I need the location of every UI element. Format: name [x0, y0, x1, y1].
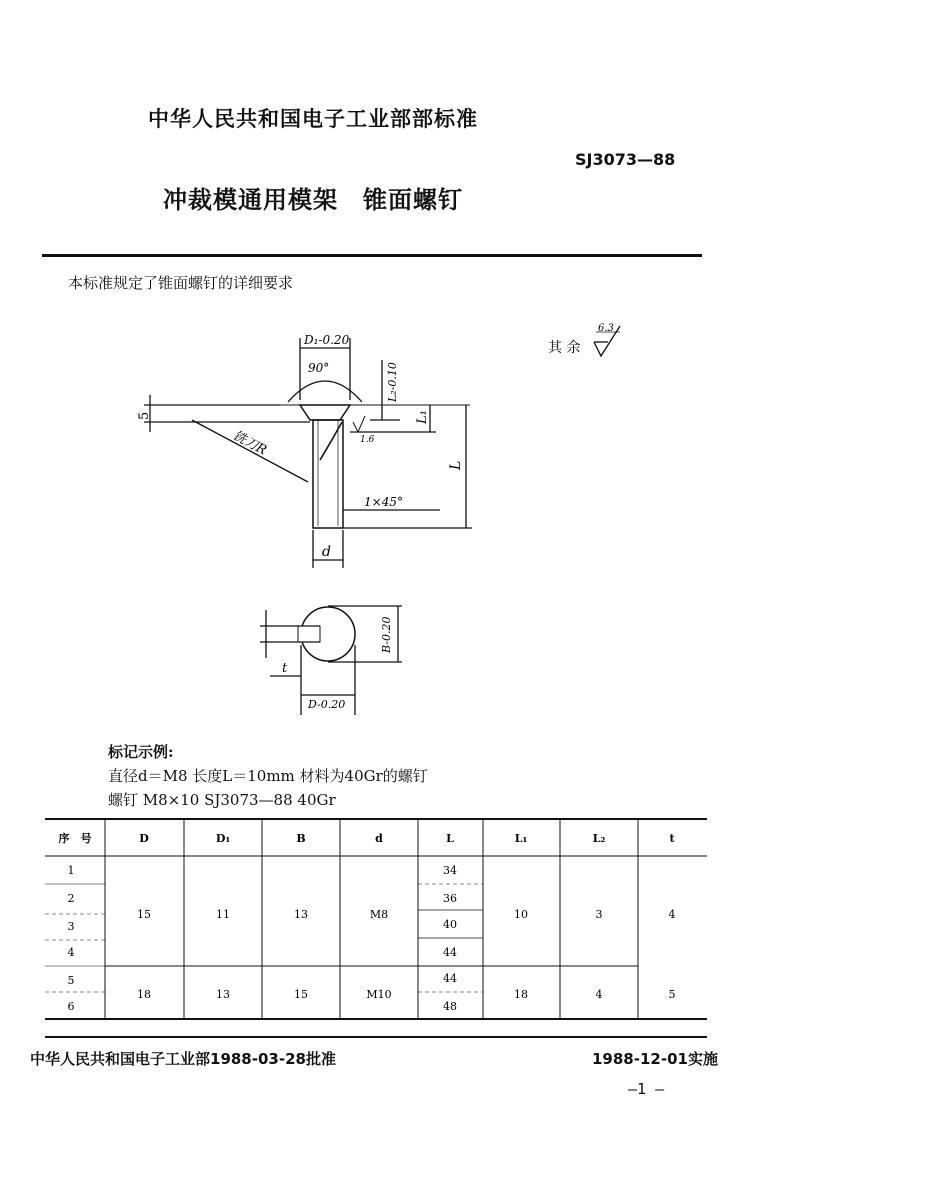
- effective-date: 1988-12-01实施: [592, 1050, 718, 1068]
- col-header-d1: D₁: [215, 832, 231, 845]
- dim-r: 铣刀R: [230, 428, 269, 459]
- dim-d: d: [322, 544, 331, 560]
- ministry-title: 中华人民共和国电子工业部部标准: [148, 107, 478, 131]
- group-b: 13: [294, 908, 308, 921]
- group-l1: 10: [514, 908, 528, 921]
- footer-rule: [45, 1036, 707, 1038]
- standard-code: SJ3073—88: [575, 150, 676, 169]
- screw-drawing: [120, 320, 520, 720]
- example-line-2: 螺钉 M8×10 SJ3073—88 40Gr: [108, 791, 336, 809]
- col-header-d-outer: D: [139, 832, 149, 845]
- dim-l2: L₂-0.10: [386, 362, 399, 402]
- col-header-l: L: [446, 832, 454, 845]
- group-d-outer: 15: [137, 908, 151, 921]
- example-heading: 标记示例:: [108, 743, 174, 761]
- col-header-no: 序 号: [58, 832, 92, 845]
- dim-l: L: [448, 460, 464, 470]
- roughness-label: 其 余: [548, 340, 581, 356]
- dim-d-end: D-0.20: [308, 698, 346, 711]
- col-header-l1: L₁: [514, 832, 528, 845]
- group-d-thread: M8: [369, 908, 389, 921]
- group-l2: 4: [595, 988, 603, 1001]
- col-header-t: t: [669, 832, 675, 845]
- intro-text: 本标准规定了锥面螺钉的详细要求: [68, 274, 294, 292]
- row-l: 44: [443, 946, 457, 959]
- dim-5: 5: [137, 411, 152, 420]
- dim-chamfer: 1×45°: [364, 495, 403, 509]
- approval-text: 中华人民共和国电子工业部1988-03-28批准: [30, 1050, 336, 1068]
- example-line-1: 直径d＝M8 长度L＝10mm 材料为40Gr的螺钉: [108, 767, 428, 785]
- header-rule: [42, 254, 702, 257]
- spec-table: [45, 818, 707, 1020]
- roughness-value: 6.3: [598, 323, 614, 334]
- row-no: 2: [67, 892, 75, 905]
- group-l1: 18: [514, 988, 528, 1001]
- col-header-d-thread: d: [375, 832, 383, 845]
- group-l2: 3: [595, 908, 603, 921]
- group-t: 4: [668, 908, 676, 921]
- row-no: 1: [67, 864, 75, 877]
- col-header-l2: L₂: [592, 832, 606, 845]
- row-no: 3: [67, 920, 75, 933]
- group-t: 5: [668, 988, 676, 1001]
- document-title: 冲裁模通用模架 锥面螺钉: [163, 186, 463, 214]
- row-no: 6: [67, 1000, 75, 1013]
- row-no: 5: [67, 974, 75, 987]
- dim-b: B-0.20: [380, 616, 393, 653]
- row-l: 34: [443, 864, 457, 877]
- dim-roughness-small: 1.6: [360, 435, 375, 445]
- dim-angle: 90°: [308, 361, 330, 375]
- row-no: 4: [67, 946, 75, 959]
- dim-d1: D₁-0.20: [304, 333, 350, 347]
- row-l: 48: [443, 1000, 457, 1013]
- roughness-note: [548, 322, 638, 364]
- group-d-outer: 18: [137, 988, 151, 1001]
- row-l: 36: [443, 892, 457, 905]
- col-header-b: B: [296, 832, 306, 845]
- group-d1: 11: [216, 908, 230, 921]
- row-l: 44: [443, 972, 457, 985]
- group-b: 15: [294, 988, 308, 1001]
- dim-t: t: [282, 661, 288, 676]
- dim-l1: L₁: [415, 410, 430, 424]
- row-l: 40: [443, 918, 457, 931]
- page-number: —1 —: [628, 1080, 665, 1098]
- group-d1: 13: [216, 988, 230, 1001]
- group-d-thread: M10: [366, 988, 392, 1001]
